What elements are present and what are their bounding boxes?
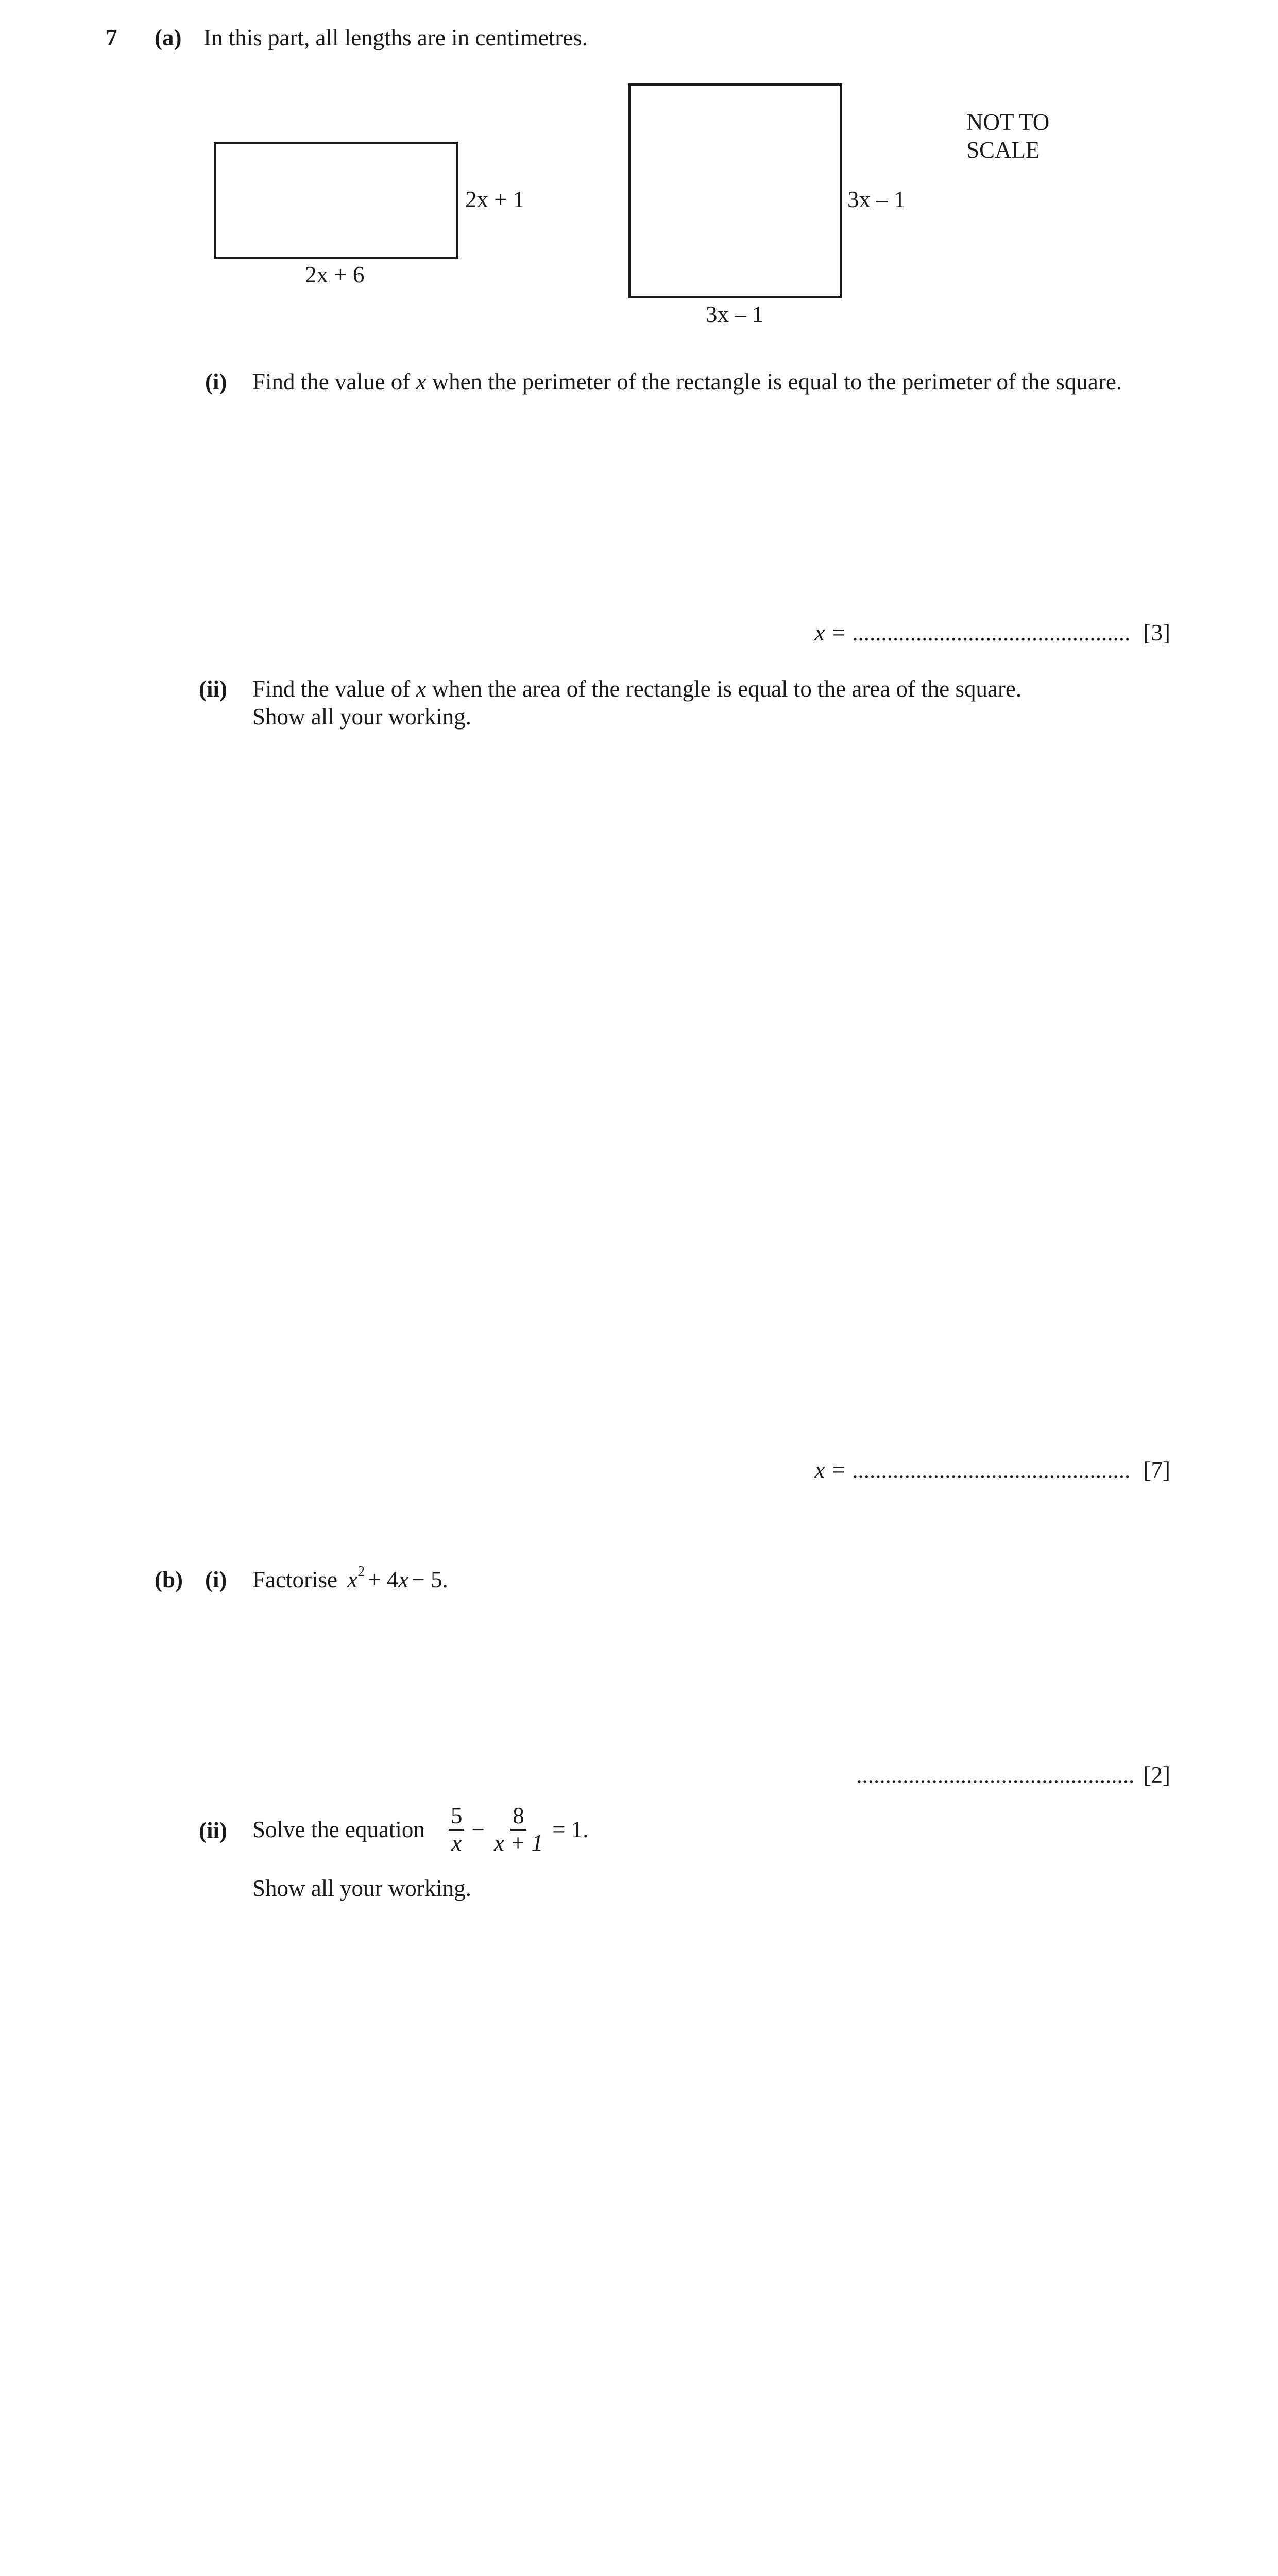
part-a-ii-working-note: Show all your working. (252, 704, 471, 730)
rectangle-shape (214, 142, 458, 259)
fraction-numerator: 8 (510, 1803, 526, 1831)
part-a-i-question (252, 368, 1122, 396)
part-a-i-text-before: Find the value of (252, 369, 416, 395)
part-b-ii-label: (ii) (199, 1818, 227, 1843)
square-bottom-label: 3x – 1 (706, 301, 764, 327)
part-a-i-text-after: when the perimeter of the rectangle is equal to the perimeter of the square. (426, 369, 1122, 395)
answer-dots[interactable]: ................................................ (852, 620, 1131, 646)
answer-dots[interactable]: ................................................ (856, 1762, 1135, 1788)
expr-rest-2: − 5. (412, 1567, 448, 1592)
part-b-ii-question (252, 1803, 593, 1856)
rectangle-bottom-label: 2x + 6 (305, 262, 365, 287)
part-b-i-answer-line (856, 1761, 1170, 1789)
part-a-label: (a) (155, 25, 182, 50)
part-a-ii-text-before: Find the value of (252, 676, 416, 702)
part-a-ii-answer-line (814, 1456, 1170, 1484)
not-to-scale-line1: NOT TO (966, 109, 1050, 135)
not-to-scale-line2: SCALE (966, 137, 1040, 163)
part-a-ii-question (252, 675, 1021, 703)
square-shape (628, 83, 842, 298)
answer-dots[interactable]: ................................................ (852, 1457, 1131, 1483)
equation-rhs: = 1. (552, 1817, 589, 1842)
part-b-label: (b) (155, 1567, 183, 1592)
part-b-i-text: Factorise (252, 1567, 337, 1592)
marks-label: [3] (1143, 620, 1170, 646)
part-b-i-label: (i) (205, 1567, 227, 1592)
part-b-ii-working-note: Show all your working. (252, 1875, 471, 1901)
part-a-ii-var: x (416, 676, 427, 702)
fraction-five-over-x (449, 1803, 465, 1856)
expr-var2: x (398, 1567, 409, 1592)
answer-prefix: x = (814, 620, 847, 646)
expr-rest-1: + 4 (368, 1567, 399, 1592)
fraction-numerator: 5 (449, 1803, 465, 1831)
part-a-ii-text-after: when the area of the rectangle is equal to the area of the square. (426, 676, 1022, 702)
answer-prefix: x = (814, 1457, 847, 1483)
part-b-i-question (252, 1566, 448, 1594)
minus-sign: − (471, 1817, 485, 1842)
fraction-denominator: x + 1 (493, 1829, 543, 1856)
expr-var: x (347, 1567, 358, 1592)
marks-label: [2] (1143, 1762, 1170, 1788)
question-number: 7 (106, 25, 117, 50)
part-a-i-label: (i) (205, 369, 227, 395)
fraction-denominator: x (451, 1829, 462, 1856)
part-a-i-answer-line (814, 619, 1170, 647)
expr-power: 2 (357, 1564, 365, 1580)
part-b-ii-text: Solve the equation (252, 1817, 425, 1842)
rectangle-side-label: 2x + 1 (465, 187, 525, 212)
part-a-intro: In this part, all lengths are in centimetres. (203, 25, 588, 50)
square-side-label: 3x – 1 (847, 187, 906, 212)
fraction-eight-over-x-plus-one (492, 1803, 545, 1856)
marks-label: [7] (1143, 1457, 1170, 1483)
part-a-i-var: x (416, 369, 427, 395)
part-a-ii-label: (ii) (199, 676, 227, 702)
